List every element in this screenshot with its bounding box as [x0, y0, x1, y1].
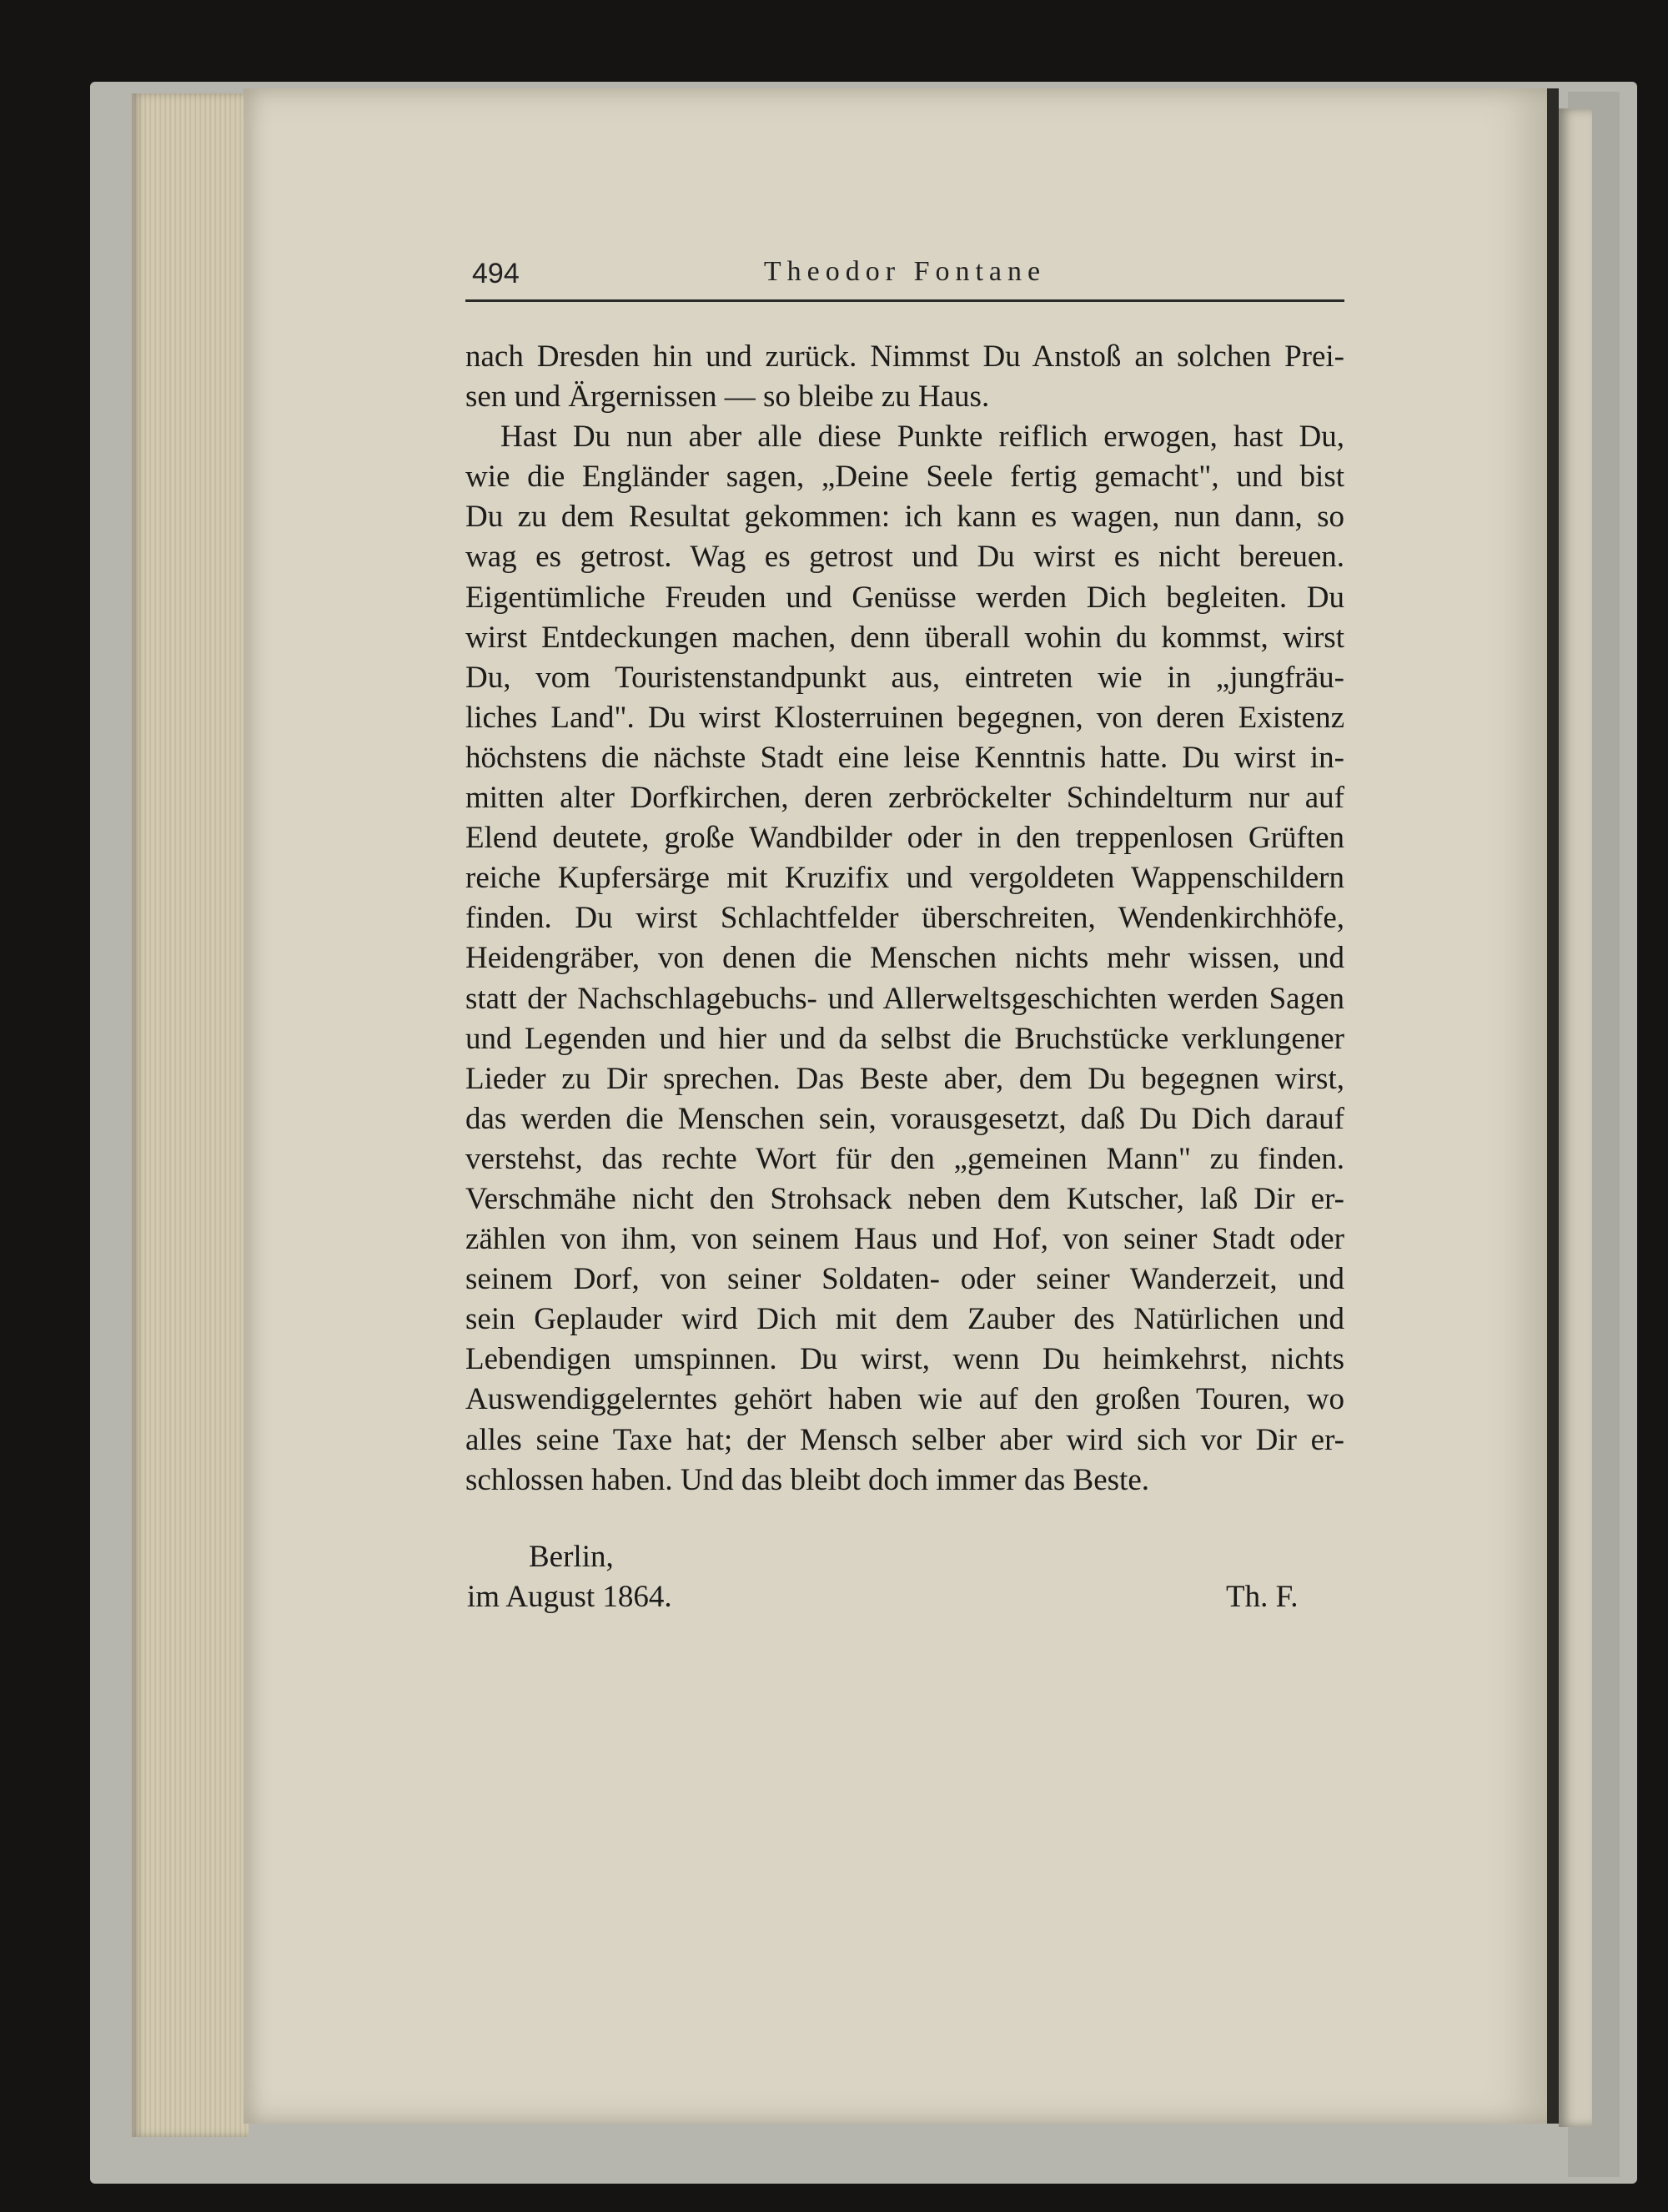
text-line: Du, vom Touristenstandpunkt aus, eintreten wie in „jungfräu-	[465, 660, 1344, 695]
closing-place: Berlin,	[529, 1540, 614, 1574]
text-line: Eigentümliche Freuden und Genüsse werden Dich begleiten. Du	[465, 580, 1344, 615]
text-line: Du zu dem Resultat gekommen: ich kann es wagen, nun dann, so	[465, 500, 1344, 535]
text-line: sen und Ärgernissen — so bleibe zu Haus.	[465, 380, 990, 415]
text-line: wie die Engländer sagen, „Deine Seele fertig gemacht", und bist	[465, 460, 1344, 495]
text-line: Auswendiggelerntes gehört haben wie auf den großen Touren, wo	[465, 1382, 1344, 1417]
text-line: finden. Du wirst Schlachtfelder überschreiten, Wendenkirchhöfe,	[465, 901, 1344, 936]
text-line: schlossen haben. Und das bleibt doch immer das Beste.	[465, 1462, 1149, 1497]
text-line: das werden die Menschen sein, vorausgesetzt, daß Du Dich darauf	[465, 1101, 1344, 1136]
text-line: sein Geplauder wird Dich mit dem Zauber des Natürlichen und	[465, 1302, 1344, 1337]
text-line: Lebendigen umspinnen. Du wirst, wenn Du heimkehrst, nichts	[465, 1342, 1344, 1377]
text-line: mitten alter Dorfkirchen, deren zerbröckelter Schindelturm nur auf	[465, 781, 1344, 816]
text-line: reiche Kupfersärge mit Kruzifix und vergoldeten Wappenschildern	[465, 861, 1344, 896]
text-line: zählen von ihm, von seinem Haus und Hof, von seiner Stadt oder	[465, 1222, 1344, 1257]
text-line: und Legenden und hier und da selbst die Bruchstücke verklungener	[465, 1021, 1344, 1056]
text-line: Verschmähe nicht den Strohsack neben dem Kutscher, laß Dir er-	[465, 1181, 1344, 1216]
text-line: nach Dresden hin und zurück. Nimmst Du Anstoß an solchen Prei-	[465, 339, 1344, 374]
body-text	[465, 337, 1344, 1501]
facing-page-edge	[1559, 108, 1592, 2127]
text-line: liches Land". Du wirst Klosterruinen begegnen, von deren Existenz	[465, 700, 1344, 735]
page-number: 494	[472, 258, 520, 289]
text-line: höchstens die nächste Stadt eine leise Kenntnis hatte. Du wirst in-	[465, 740, 1344, 775]
text-line: wirst Entdeckungen machen, denn überall wohin du kommst, wirst	[465, 620, 1344, 655]
text-line: alles seine Taxe hat; der Mensch selber aber wird sich vor Dir er-	[465, 1422, 1344, 1457]
text-line: wag es getrost. Wag es getrost und Du wirst es nicht bereuen.	[465, 540, 1344, 575]
signature-initials: Th. F.	[1226, 1580, 1299, 1614]
text-line: Heidengräber, von denen die Menschen nichts mehr wissen, und	[465, 941, 1344, 976]
text-line: Elend deutete, große Wandbilder oder in den treppenlosen Grüften	[465, 821, 1344, 856]
text-line: seinem Dorf, von seiner Soldaten- oder seiner Wanderzeit, und	[465, 1262, 1344, 1297]
header-rule	[465, 299, 1344, 302]
text-line: Hast Du nun aber alle diese Punkte reiflich erwogen, hast Du,	[500, 420, 1344, 455]
running-title: Theodor Fontane	[763, 256, 1047, 287]
text-line: verstehst, das rechte Wort für den „gemeinen Mann" zu finden.	[465, 1141, 1344, 1176]
closing-date: im August 1864.	[467, 1580, 672, 1614]
text-line: statt der Nachschlagebuchs- und Allerweltsgeschichten werden Sagen	[465, 981, 1344, 1016]
text-line: Lieder zu Dir sprechen. Das Beste aber, dem Du begegnen wirst,	[465, 1061, 1344, 1096]
page-stack-edge	[132, 93, 249, 2137]
book-gutter	[1547, 88, 1559, 2124]
running-header	[465, 254, 1344, 298]
